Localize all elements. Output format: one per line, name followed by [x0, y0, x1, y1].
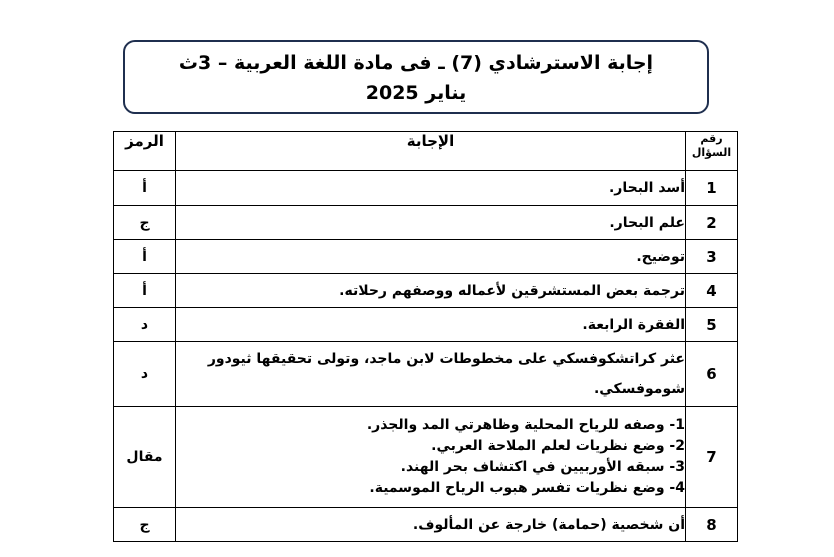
row-code: ج: [114, 206, 176, 240]
row-code: أ: [114, 171, 176, 206]
row-number: 2: [686, 206, 738, 240]
table-row: [114, 274, 738, 308]
table-row: [114, 508, 738, 542]
row-answer: أسد البحار.: [176, 171, 686, 206]
row-number: 1: [686, 171, 738, 206]
document-title: إجابة الاسترشادي (7) ـ فى مادة اللغة العربية – 3ث: [178, 52, 654, 74]
header-answer: الإجابة: [176, 132, 686, 171]
row-answer: أن شخصية (حمامة) خارجة عن المألوف.: [176, 508, 686, 542]
table-row: [114, 240, 738, 274]
row-code: أ: [114, 274, 176, 308]
row-answer: الفقرة الرابعة.: [176, 308, 686, 342]
answer-point: 2- وضع نظريات لعلم الملاحة العربي.: [431, 438, 685, 454]
table-header-row: [114, 132, 738, 171]
row-code: مقال: [114, 407, 176, 508]
row-number: 5: [686, 308, 738, 342]
row-answer: عثر كراتشكوفسكي على مخطوطات لابن ماجد، وتولى تحقيقها ثيودور شوموفسكي.: [176, 342, 686, 407]
header-question-number: [686, 132, 738, 171]
row-number: 4: [686, 274, 738, 308]
answer-point: 1- وصفه للرياح المحلية وظاهرتي المد والجذر.: [366, 417, 685, 433]
header-code: الرمز: [114, 132, 176, 171]
answer-point: 4- وضع نظريات تفسر هبوب الرياح الموسمية.: [369, 480, 685, 496]
row-code: د: [114, 342, 176, 407]
answers-table: [113, 131, 738, 542]
row-answer: علم البحار.: [176, 206, 686, 240]
row-answer: ترجمة بعض المستشرقين لأعماله ووصفهم رحلاته.: [176, 274, 686, 308]
header-number-line2: السؤال: [691, 146, 732, 159]
document-date: يناير 2025: [365, 82, 467, 104]
title-box: [123, 40, 709, 114]
row-code: د: [114, 308, 176, 342]
row-number: 3: [686, 240, 738, 274]
header-number-line1: رقم: [700, 132, 723, 145]
row-answer: توضيح.: [176, 240, 686, 274]
table-row: [114, 308, 738, 342]
row-number: 6: [686, 342, 738, 407]
row-number: 8: [686, 508, 738, 542]
answer-point: 3- سبقه الأوربيين في اكتشاف بحر الهند.: [400, 459, 685, 475]
table-row: [114, 342, 738, 407]
table-row: [114, 407, 738, 508]
row-code: أ: [114, 240, 176, 274]
row-answer-list: [176, 407, 686, 508]
table-row: [114, 206, 738, 240]
table-row: [114, 171, 738, 206]
row-code: ج: [114, 508, 176, 542]
row-number: 7: [686, 407, 738, 508]
